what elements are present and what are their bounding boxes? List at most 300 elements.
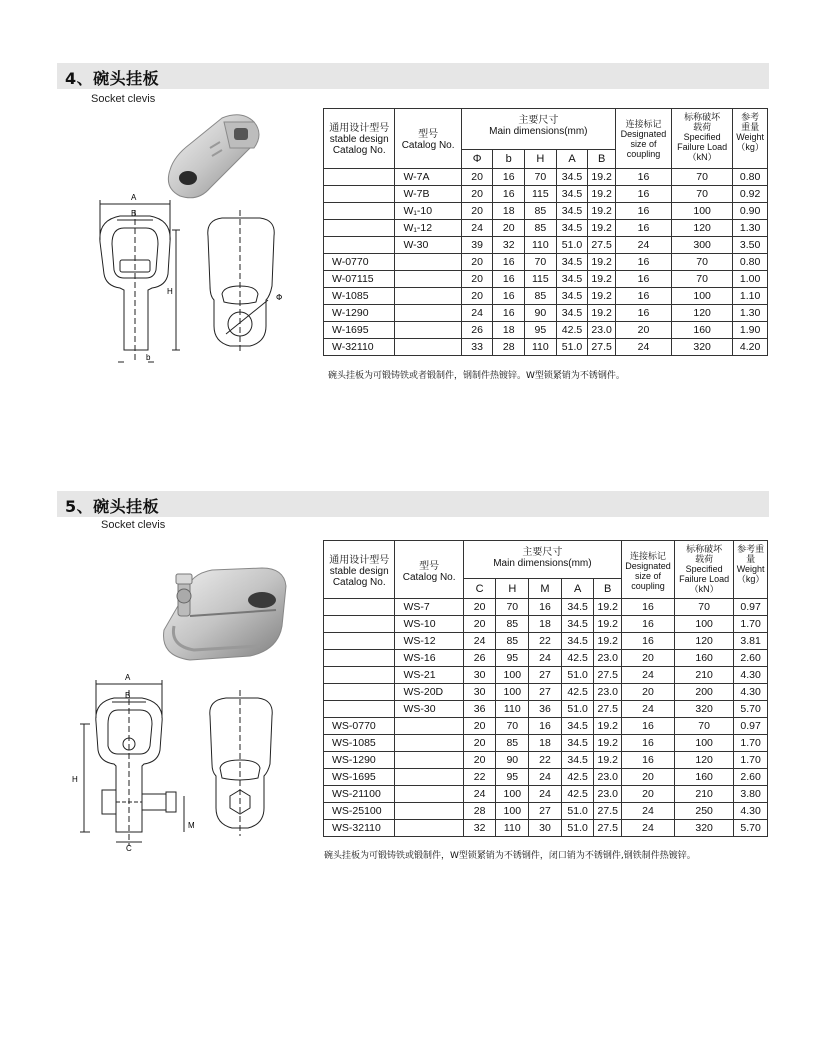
table-cell: 100: [675, 616, 734, 633]
table-cell: 34.5: [556, 271, 588, 288]
table-cell: 51.0: [556, 237, 588, 254]
table-cell: 27.5: [594, 803, 622, 820]
table-cell: 20: [461, 203, 493, 220]
dim-label-c: C: [126, 844, 132, 853]
table-cell: WS-16: [395, 650, 463, 667]
table-cell: 24: [615, 339, 671, 356]
table-cell: 16: [493, 169, 525, 186]
table-cell: 34.5: [556, 169, 588, 186]
table-cell: 20: [461, 254, 493, 271]
table-cell: W-1085: [324, 288, 395, 305]
table-cell: [395, 752, 463, 769]
header-stable-catalog: 通用设计型号 stable design Catalog No.: [324, 541, 395, 599]
table-cell: 39: [461, 237, 493, 254]
table-cell: 4.20: [733, 339, 768, 356]
table-row: [324, 220, 768, 237]
table-cell: 20: [621, 650, 674, 667]
table-cell: [324, 220, 395, 237]
table-cell: 16: [615, 271, 671, 288]
table-cell: 1.70: [734, 752, 768, 769]
table-cell: 42.5: [561, 786, 594, 803]
table-cell: 100: [672, 288, 733, 305]
table-cell: 27.5: [588, 339, 616, 356]
socket-clevis-drawing: [90, 190, 300, 370]
table-cell: 16: [529, 599, 562, 616]
table-cell: 16: [621, 633, 674, 650]
table-row: [324, 254, 768, 271]
table-cell: 20: [621, 769, 674, 786]
table-cell: W-1695: [324, 322, 395, 339]
table-cell: 23.0: [594, 684, 622, 701]
table-row: [324, 305, 768, 322]
table-cell: 24: [621, 820, 674, 837]
table-cell: 51.0: [561, 820, 594, 837]
table-cell: 16: [493, 288, 525, 305]
table-cell: 23.0: [588, 322, 616, 339]
table-cell: 85: [496, 633, 529, 650]
table-cell: 3.81: [734, 633, 768, 650]
table-cell: 16: [493, 271, 525, 288]
dim-col-header: C: [463, 579, 496, 599]
dim-label-b: B: [125, 691, 131, 700]
table-cell: 16: [493, 254, 525, 271]
table-cell: 24: [529, 786, 562, 803]
table-cell: 16: [615, 203, 671, 220]
table-cell: WS-30: [395, 701, 463, 718]
table-cell: WS-1695: [324, 769, 395, 786]
table-cell: 19.2: [588, 305, 616, 322]
table-cell: 320: [675, 820, 734, 837]
table-cell: 18: [529, 616, 562, 633]
table-cell: 120: [675, 752, 734, 769]
header-weight: 参考 重量 Weight （kg）: [733, 109, 768, 169]
table-cell: 85: [496, 735, 529, 752]
table-cell: 27.5: [594, 667, 622, 684]
section-2-note: 碗头挂板为可锻铸铁或锻制件，W型锁紧销为不锈钢件，闭口销为不锈钢件,钢铁制件热镀锌。: [324, 851, 696, 861]
table-cell: 120: [672, 305, 733, 322]
table-cell: 24: [463, 633, 496, 650]
dim-col-header: b: [493, 150, 525, 169]
table-cell: WS-10: [395, 616, 463, 633]
table-cell: 70: [675, 599, 734, 616]
table-cell: 16: [621, 599, 674, 616]
table-cell: 22: [529, 752, 562, 769]
table-cell: [395, 718, 463, 735]
table-cell: 70: [675, 718, 734, 735]
table-cell: 18: [529, 735, 562, 752]
table-cell: 42.5: [561, 650, 594, 667]
table-cell: 34.5: [556, 220, 588, 237]
table-cell: 16: [529, 718, 562, 735]
table-cell: 100: [496, 803, 529, 820]
table-cell: 160: [675, 650, 734, 667]
dim-col-header: H: [496, 579, 529, 599]
table-cell: 34.5: [556, 203, 588, 220]
table-cell: 16: [615, 169, 671, 186]
table-cell: 26: [461, 322, 493, 339]
table-cell: 20: [463, 616, 496, 633]
table-cell: [324, 616, 395, 633]
table-cell: [395, 786, 463, 803]
table-cell: W-30: [395, 237, 461, 254]
table-cell: 0.97: [734, 599, 768, 616]
table-cell: 3.80: [734, 786, 768, 803]
table-cell: 33: [461, 339, 493, 356]
dim-label-b: B: [131, 209, 137, 218]
table-cell: 20: [621, 786, 674, 803]
table-cell: 19.2: [594, 718, 622, 735]
dim-label-a: A: [131, 193, 137, 202]
table-row: [324, 288, 768, 305]
table-row: [324, 237, 768, 254]
table-cell: 30: [463, 667, 496, 684]
header-main-dimensions: 主要尺寸 Main dimensions(mm): [461, 109, 615, 150]
table-cell: 85: [525, 220, 557, 237]
table-cell: W₁-10: [395, 203, 461, 220]
table-cell: 210: [675, 786, 734, 803]
table-cell: 28: [463, 803, 496, 820]
table-cell: 210: [675, 667, 734, 684]
table-row: [324, 633, 768, 650]
table-cell: [395, 305, 461, 322]
table-cell: 27: [529, 684, 562, 701]
table-cell: 110: [525, 237, 557, 254]
table-cell: 20: [461, 271, 493, 288]
table-cell: 20: [463, 752, 496, 769]
socket-clevis-bolt-drawing: [60, 668, 300, 853]
table-cell: 34.5: [561, 633, 594, 650]
dim-label-h: H: [72, 775, 78, 784]
spec-table-2: [323, 540, 768, 837]
table-cell: 1.10: [733, 288, 768, 305]
table-cell: [395, 803, 463, 820]
table-row: [324, 322, 768, 339]
table-cell: 34.5: [561, 616, 594, 633]
table-cell: 27.5: [594, 701, 622, 718]
table-cell: 115: [525, 186, 557, 203]
table-cell: 27: [529, 803, 562, 820]
table-cell: 16: [493, 186, 525, 203]
table-cell: WS-21: [395, 667, 463, 684]
table-cell: 20: [461, 288, 493, 305]
table-cell: 110: [525, 339, 557, 356]
table-cell: 19.2: [594, 735, 622, 752]
table-cell: 42.5: [556, 322, 588, 339]
table-cell: 34.5: [556, 305, 588, 322]
table-cell: 27: [529, 667, 562, 684]
table-cell: 3.50: [733, 237, 768, 254]
header-weight: 参考重 量 Weight （kg）: [734, 541, 768, 599]
table-cell: W-7B: [395, 186, 461, 203]
dim-label-phi: Φ: [276, 293, 283, 302]
table-cell: 34.5: [561, 599, 594, 616]
table-cell: 22: [463, 769, 496, 786]
table-cell: 4.30: [734, 803, 768, 820]
table-cell: [395, 735, 463, 752]
table-cell: 320: [675, 701, 734, 718]
section-1-note: 碗头挂板为可锻铸铁或者锻制件，钢制件热镀锌。W型锁紧销为不锈钢件。: [328, 371, 625, 381]
table-cell: 16: [615, 220, 671, 237]
dim-col-header: H: [525, 150, 557, 169]
table-cell: 24: [621, 701, 674, 718]
table-row: [324, 786, 768, 803]
table-cell: 42.5: [561, 769, 594, 786]
table-cell: 0.80: [733, 254, 768, 271]
table-cell: 85: [525, 288, 557, 305]
socket-clevis-bolt-photo: [150, 560, 295, 670]
header-model: 型号 Catalog No.: [395, 541, 463, 599]
header-failure-load: 标称破坏 载荷 Specified Failure Load （kN）: [672, 109, 733, 169]
table-cell: 23.0: [594, 650, 622, 667]
table-row: [324, 599, 768, 616]
table-row: [324, 650, 768, 667]
table-cell: 19.2: [588, 203, 616, 220]
table-cell: 85: [496, 616, 529, 633]
table-cell: [324, 633, 395, 650]
table-cell: 20: [493, 220, 525, 237]
table-cell: 36: [529, 701, 562, 718]
table-cell: 23.0: [594, 769, 622, 786]
table-cell: 5.70: [734, 701, 768, 718]
table-cell: 120: [672, 220, 733, 237]
table-cell: 85: [525, 203, 557, 220]
table-cell: 24: [615, 237, 671, 254]
table-cell: 100: [496, 684, 529, 701]
header-model: 型号 Catalog No.: [395, 109, 461, 169]
table-cell: 20: [621, 684, 674, 701]
table-cell: 115: [525, 271, 557, 288]
table-cell: [324, 169, 395, 186]
table-row: [324, 203, 768, 220]
table-cell: 16: [493, 305, 525, 322]
table-cell: 42.5: [561, 684, 594, 701]
table-cell: WS-32110: [324, 820, 395, 837]
table-cell: 100: [496, 667, 529, 684]
header-main-dimensions: 主要尺寸 Main dimensions(mm): [463, 541, 621, 579]
table-cell: [395, 322, 461, 339]
table-cell: 110: [496, 701, 529, 718]
dim-col-header: B: [588, 150, 616, 169]
table-cell: 30: [463, 684, 496, 701]
table-cell: WS-12: [395, 633, 463, 650]
section-1-header: [57, 63, 769, 89]
header-failure-load: 标称破坏 载荷 Specified Failure Load （kN）: [675, 541, 734, 599]
table-cell: 16: [615, 288, 671, 305]
table-cell: 34.5: [561, 735, 594, 752]
table-cell: 100: [496, 786, 529, 803]
table-cell: 1.30: [733, 220, 768, 237]
section-1-subtitle: Socket clevis: [91, 93, 156, 105]
dim-label-a: A: [125, 673, 131, 682]
table-cell: WS-21100: [324, 786, 395, 803]
table-cell: 1.90: [733, 322, 768, 339]
table-cell: [324, 701, 395, 718]
table-row: [324, 616, 768, 633]
dim-label-small-b: b: [146, 353, 151, 362]
table-cell: 4.30: [734, 684, 768, 701]
table-cell: [395, 254, 461, 271]
table-cell: 18: [493, 203, 525, 220]
table-cell: 18: [493, 322, 525, 339]
table-cell: 1.70: [734, 735, 768, 752]
table-row: [324, 169, 768, 186]
table-row: [324, 339, 768, 356]
table-cell: [395, 339, 461, 356]
table-cell: 34.5: [556, 288, 588, 305]
table-row: [324, 820, 768, 837]
table-cell: 90: [496, 752, 529, 769]
table-cell: 70: [672, 254, 733, 271]
table-cell: 19.2: [594, 633, 622, 650]
table-cell: 24: [621, 803, 674, 820]
table-cell: 5.70: [734, 820, 768, 837]
table-cell: W-7A: [395, 169, 461, 186]
table-cell: 1.00: [733, 271, 768, 288]
dim-col-header: B: [594, 579, 622, 599]
table-cell: 70: [525, 169, 557, 186]
table-cell: WS-25100: [324, 803, 395, 820]
spec-table-2-body: [324, 599, 768, 837]
table-cell: 27.5: [594, 820, 622, 837]
table-cell: 51.0: [561, 701, 594, 718]
table-cell: 51.0: [561, 667, 594, 684]
table-cell: 19.2: [588, 169, 616, 186]
dim-col-header: A: [556, 150, 588, 169]
table-cell: [395, 820, 463, 837]
table-cell: 34.5: [561, 718, 594, 735]
spec-table-1-body: [324, 169, 768, 356]
table-cell: 22: [529, 633, 562, 650]
table-cell: 36: [463, 701, 496, 718]
section-2-header: [57, 491, 769, 517]
table-cell: W-07115: [324, 271, 395, 288]
table-row: [324, 684, 768, 701]
section-1-title: 4、碗头挂板: [65, 69, 160, 88]
table-cell: 34.5: [561, 752, 594, 769]
table-cell: 28: [493, 339, 525, 356]
table-cell: 19.2: [588, 254, 616, 271]
table-cell: 1.70: [734, 616, 768, 633]
table-cell: 90: [525, 305, 557, 322]
table-row: [324, 271, 768, 288]
table-cell: 27.5: [588, 237, 616, 254]
table-cell: [395, 288, 461, 305]
table-row: [324, 752, 768, 769]
table-cell: 70: [672, 169, 733, 186]
table-cell: 26: [463, 650, 496, 667]
table-cell: 19.2: [594, 616, 622, 633]
table-cell: 320: [672, 339, 733, 356]
table-cell: 20: [461, 186, 493, 203]
table-cell: [324, 186, 395, 203]
table-cell: 0.80: [733, 169, 768, 186]
table-cell: 95: [525, 322, 557, 339]
table-cell: WS-20D: [395, 684, 463, 701]
table-cell: 24: [621, 667, 674, 684]
table-cell: 120: [675, 633, 734, 650]
table-cell: 20: [463, 599, 496, 616]
table-cell: 30: [529, 820, 562, 837]
dim-col-header: M: [529, 579, 562, 599]
table-cell: 70: [525, 254, 557, 271]
table-row: [324, 735, 768, 752]
table-cell: [324, 203, 395, 220]
table-cell: [324, 599, 395, 616]
table-cell: 19.2: [588, 186, 616, 203]
table-cell: WS-1290: [324, 752, 395, 769]
table-cell: [324, 650, 395, 667]
table-cell: 20: [463, 718, 496, 735]
table-cell: 16: [621, 718, 674, 735]
section-2-title: 5、碗头挂板: [65, 497, 160, 516]
dim-label-m: M: [188, 821, 195, 830]
table-cell: 34.5: [556, 254, 588, 271]
table-cell: 16: [621, 735, 674, 752]
table-cell: 16: [615, 305, 671, 322]
table-cell: 16: [615, 254, 671, 271]
table-cell: 70: [496, 718, 529, 735]
table-cell: WS-7: [395, 599, 463, 616]
table-cell: 70: [496, 599, 529, 616]
table-cell: 100: [672, 203, 733, 220]
table-cell: 95: [496, 769, 529, 786]
table-cell: 24: [461, 220, 493, 237]
table-cell: 19.2: [594, 599, 622, 616]
table-cell: W-0770: [324, 254, 395, 271]
table-cell: 160: [675, 769, 734, 786]
table-cell: WS-0770: [324, 718, 395, 735]
table-cell: 32: [493, 237, 525, 254]
dim-col-header: Φ: [461, 150, 493, 169]
spec-table-1: [323, 108, 768, 356]
table-cell: W-1290: [324, 305, 395, 322]
table-cell: 200: [675, 684, 734, 701]
table-cell: 70: [672, 271, 733, 288]
table-cell: 24: [463, 786, 496, 803]
table-cell: 19.2: [588, 220, 616, 237]
table-cell: 16: [615, 186, 671, 203]
table-cell: 16: [621, 752, 674, 769]
table-cell: 4.30: [734, 667, 768, 684]
table-cell: 34.5: [556, 186, 588, 203]
table-cell: 51.0: [556, 339, 588, 356]
table-cell: 24: [529, 769, 562, 786]
table-cell: [324, 237, 395, 254]
table-cell: 19.2: [588, 271, 616, 288]
table-cell: 2.60: [734, 769, 768, 786]
table-cell: 24: [461, 305, 493, 322]
table-cell: 1.30: [733, 305, 768, 322]
table-cell: 95: [496, 650, 529, 667]
dim-col-header: A: [561, 579, 594, 599]
table-cell: [395, 271, 461, 288]
table-row: [324, 701, 768, 718]
table-cell: [395, 769, 463, 786]
table-row: [324, 769, 768, 786]
table-cell: 70: [672, 186, 733, 203]
table-cell: 16: [621, 616, 674, 633]
table-cell: 51.0: [561, 803, 594, 820]
table-row: [324, 803, 768, 820]
header-coupling: 连接标记 Designated size of coupling: [615, 109, 671, 169]
table-cell: 0.97: [734, 718, 768, 735]
table-cell: W-32110: [324, 339, 395, 356]
table-cell: [324, 684, 395, 701]
table-cell: 160: [672, 322, 733, 339]
table-row: [324, 186, 768, 203]
table-cell: 19.2: [588, 288, 616, 305]
dim-label-h: H: [167, 287, 173, 296]
